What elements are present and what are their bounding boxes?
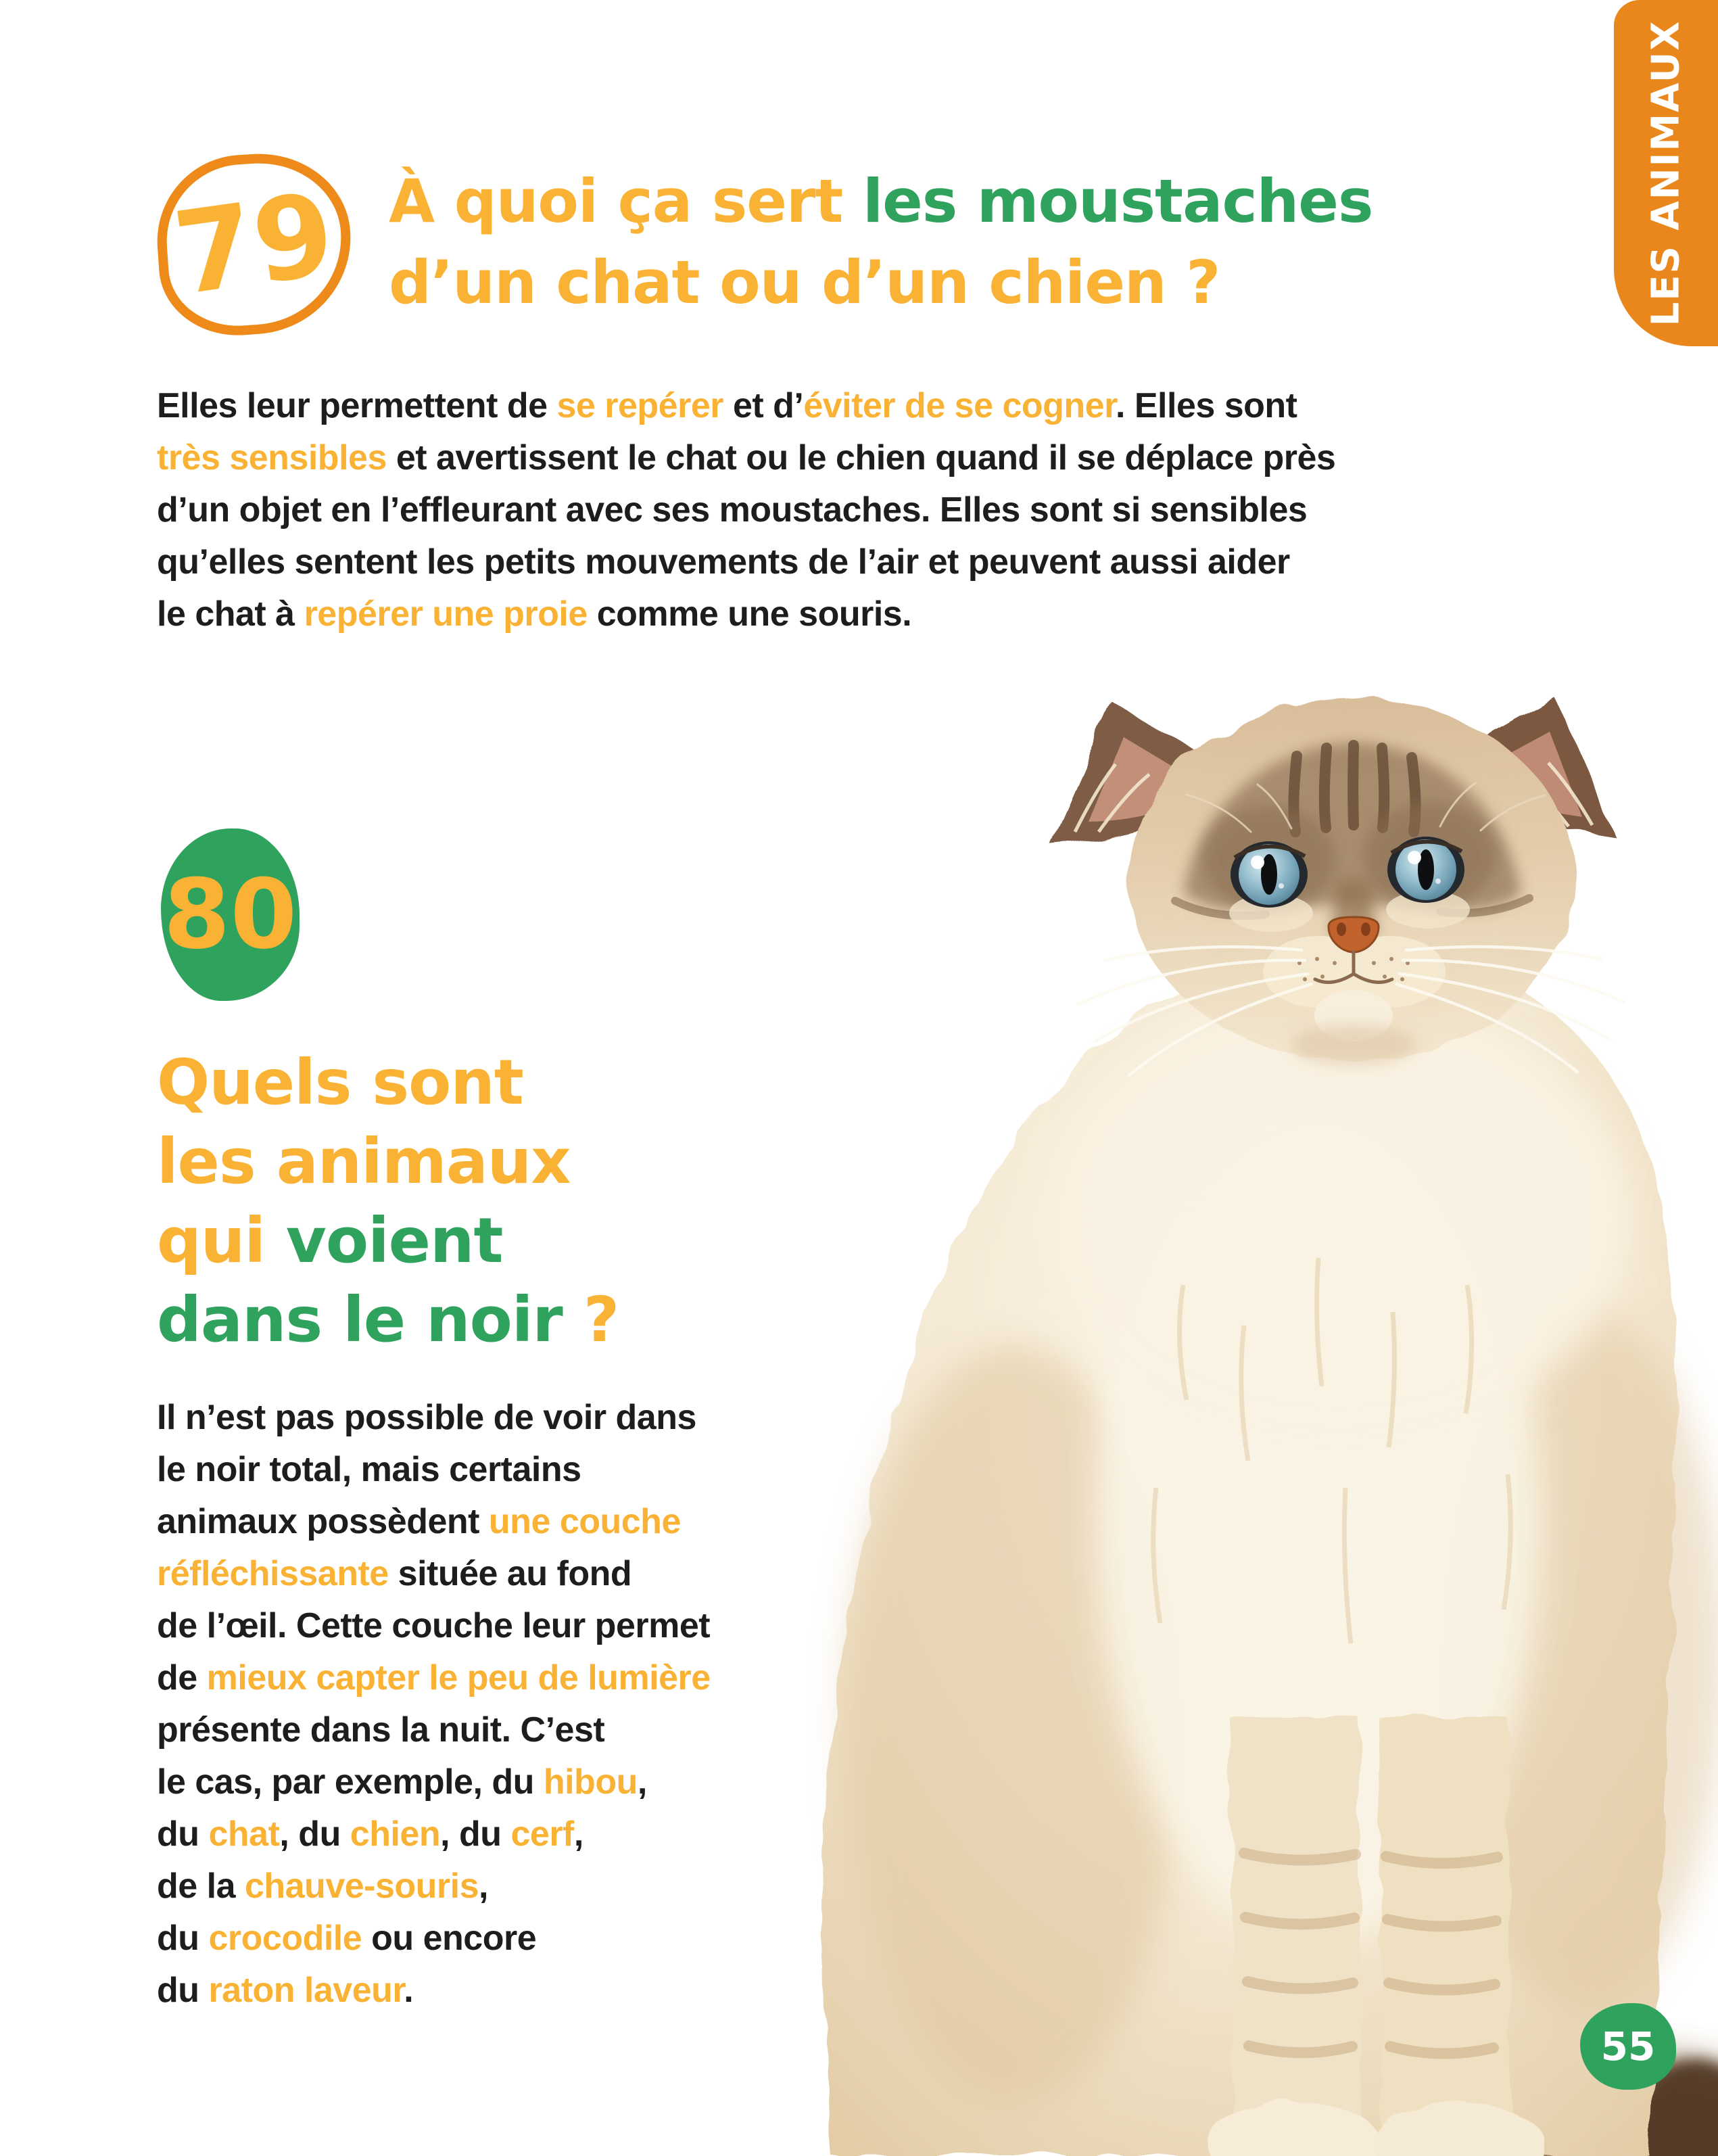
question-80-badge	[161, 828, 300, 1001]
question-80-number: 80	[163, 859, 297, 970]
page-number-badge	[1580, 2003, 1676, 2090]
question-80-title: Quels sont les animaux qui voient dans le noir ?	[157, 1046, 619, 1356]
question-80-body: Il n’est pas possible de voir dans le noir total, mais certains animaux possèdent une couche réfléchissante située au fond de l’œil. Cette couche leur permet de mieux capter le peu de lumière présente dans la nuit. C’est le cas, par exemple, du hibou, du chat, du chien, du cerf, de la chauve-souris, du crocodile ou encore du raton laveur.	[157, 1398, 711, 2010]
question-79-title: À quoi ça sert les moustaches d’un chat ou d’un chien ?	[389, 166, 1373, 317]
question-79-badge	[151, 147, 357, 340]
question-79-number: 79	[166, 167, 342, 321]
sidebar-tab-les-animaux	[1614, 0, 1718, 346]
question-79-body: Elles leur permettent de se repérer et d’éviter de se cogner. Elles sont très sensibles et avertissent le chat ou le chien quand il se déplace près d’un objet en l’effleurant avec ses moustaches. Elles sont si sensibles qu’elles sentent les petits mouvements de l’air et peuvent aussi aider le chat à repérer une proie comme une souris.	[157, 386, 1336, 634]
page-number: 55	[1600, 2023, 1656, 2069]
cat-photo	[710, 609, 1718, 2156]
cat-front-legs	[1208, 1718, 1547, 2156]
sidebar-tab-label: LES ANIMAUX	[1644, 20, 1688, 327]
